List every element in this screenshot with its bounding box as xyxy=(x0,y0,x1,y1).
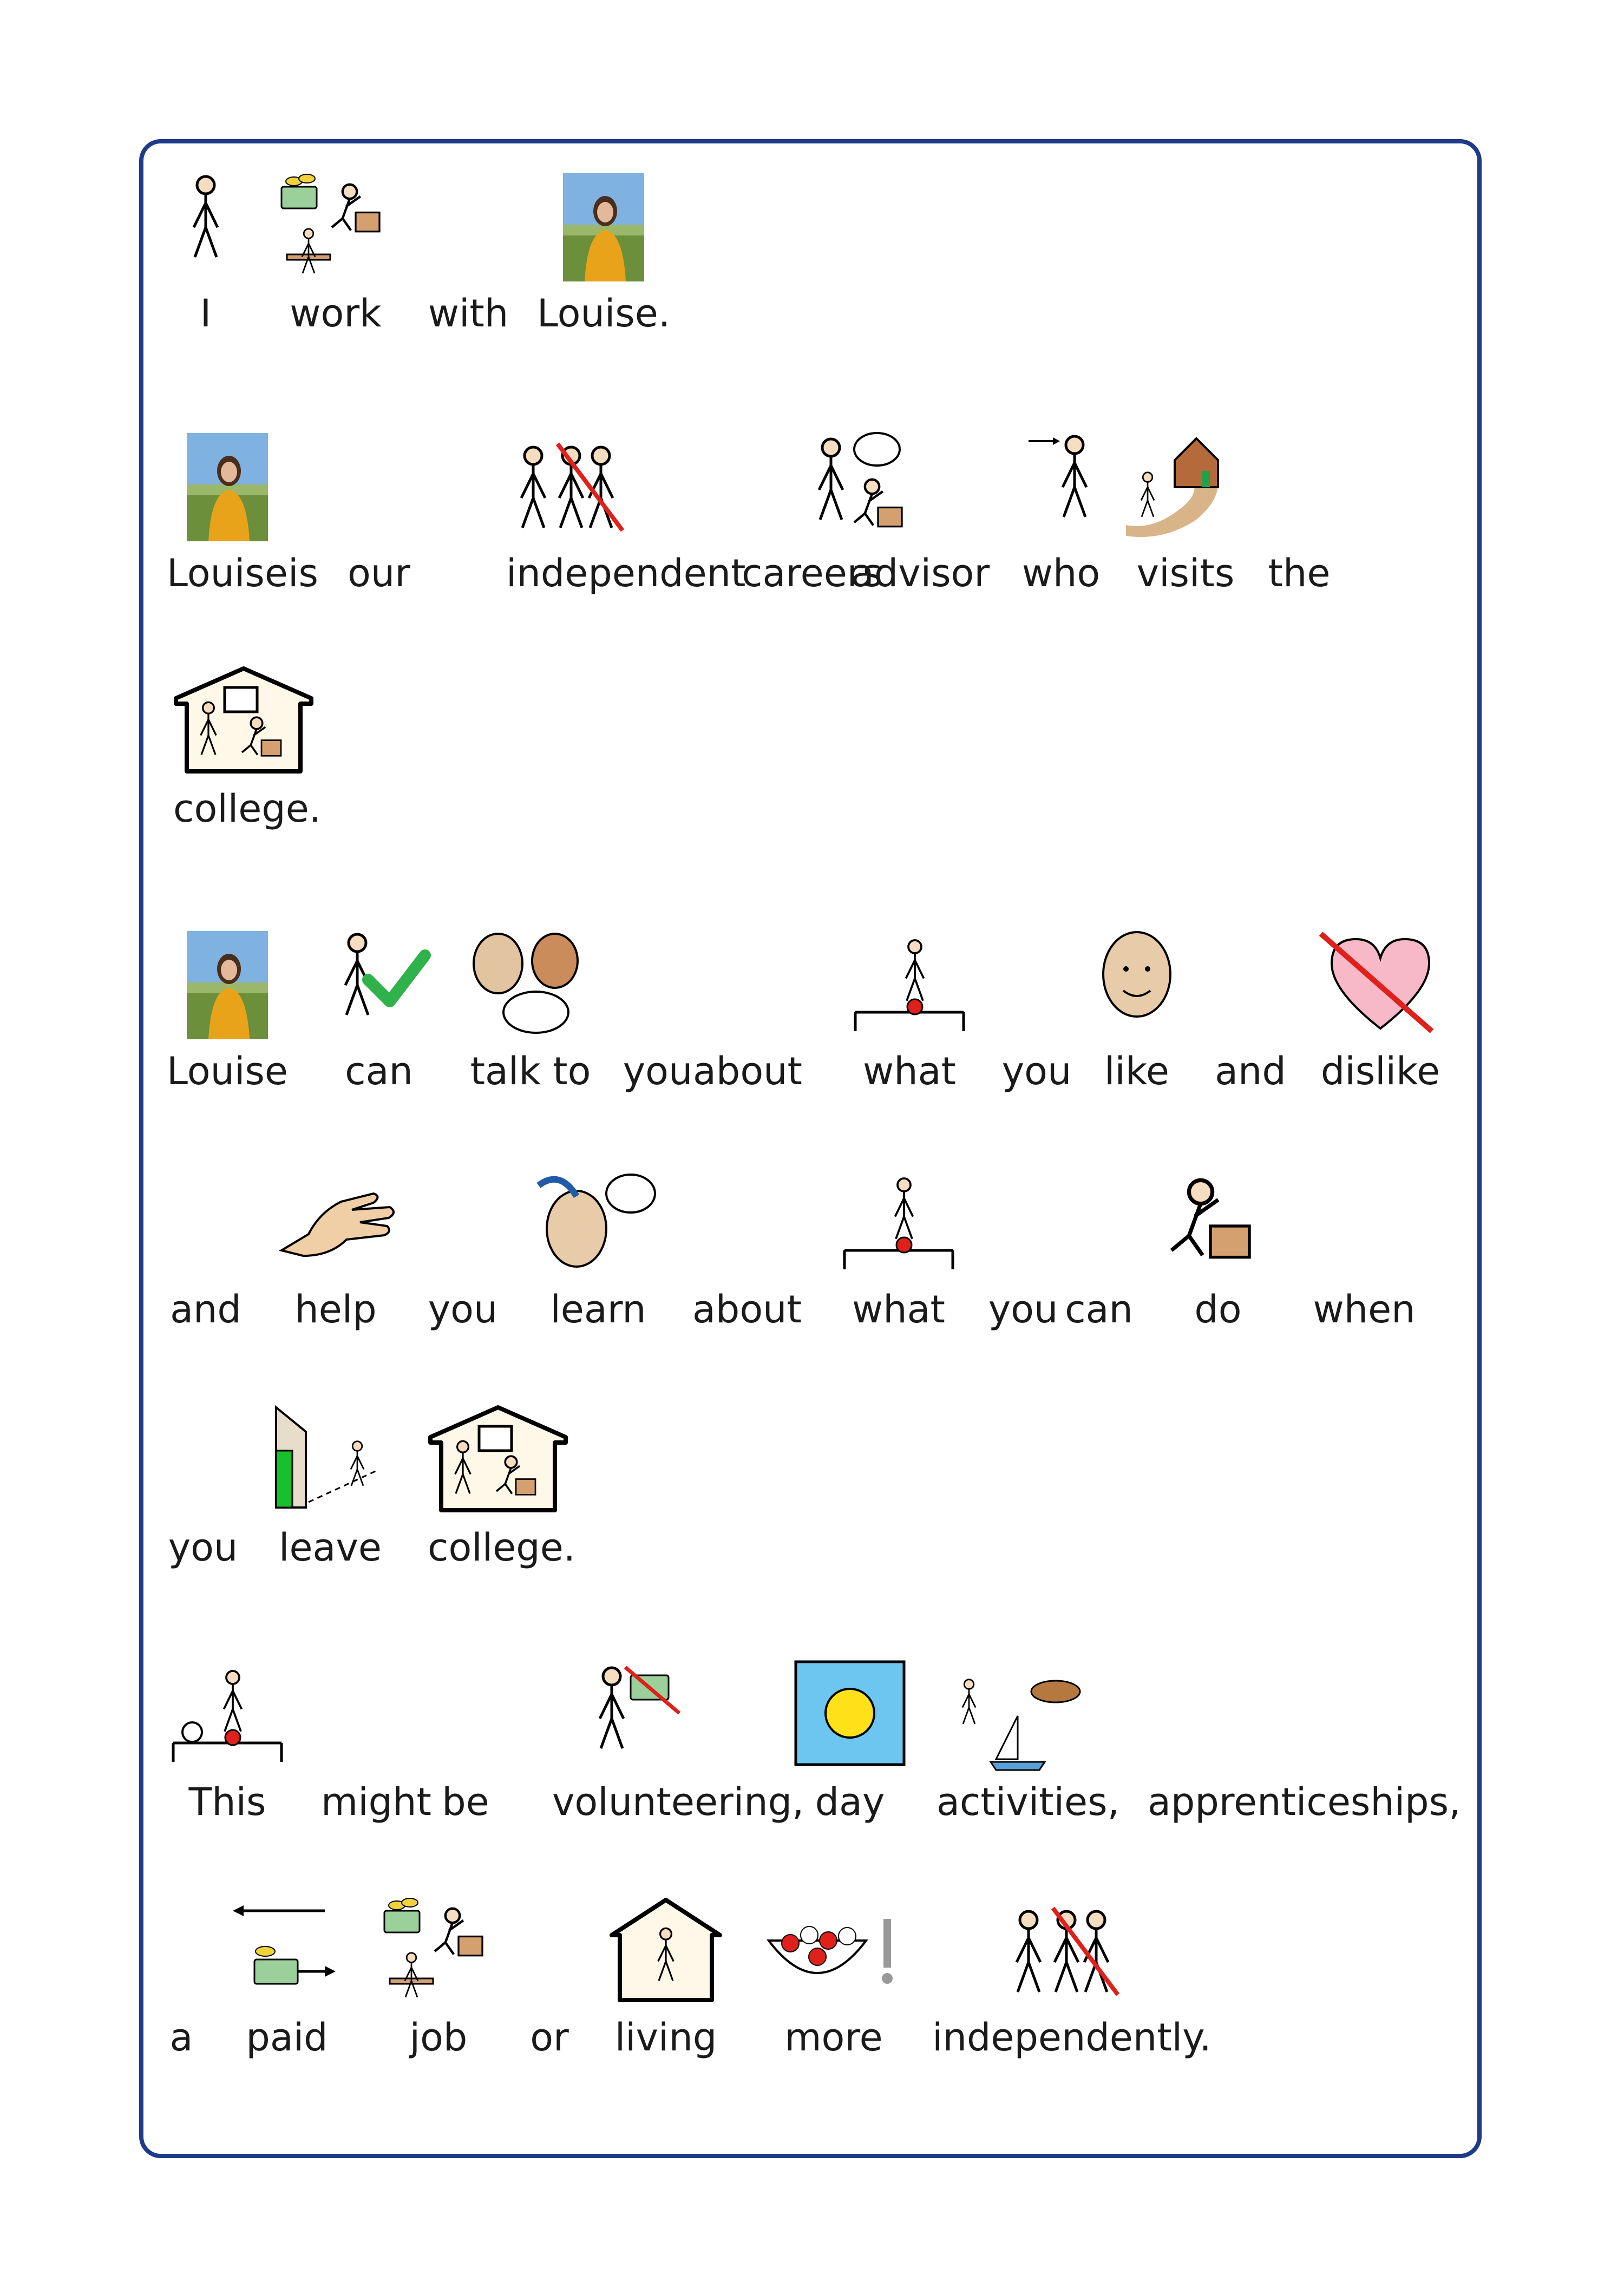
do-icon xyxy=(1148,1169,1288,1277)
independent-people-icon xyxy=(926,1897,1218,2005)
college-building-icon xyxy=(428,1407,568,1516)
photo-louise xyxy=(157,931,298,1039)
chat-bubble-icon xyxy=(850,433,991,541)
paid-icon xyxy=(217,1897,357,2005)
photo-louise xyxy=(157,433,298,541)
heart-crossed-icon xyxy=(1310,931,1451,1039)
day-sun-icon xyxy=(785,1662,915,1770)
talk-to-icon xyxy=(460,931,601,1039)
person-pointing-self-icon xyxy=(135,173,276,281)
activities-icon xyxy=(937,1662,1099,1770)
photo-louise xyxy=(533,173,674,281)
independent-people-icon xyxy=(506,433,647,541)
more-icon xyxy=(758,1897,909,2005)
help-hand-icon xyxy=(265,1169,406,1277)
visits-icon xyxy=(1121,433,1250,541)
can-tick-icon xyxy=(309,931,449,1039)
work-icon xyxy=(265,173,406,281)
living-house-icon xyxy=(595,1897,736,2005)
volunteering-icon xyxy=(552,1662,736,1770)
what-icon xyxy=(839,931,980,1039)
leave-icon xyxy=(265,1407,395,1516)
college-building-icon xyxy=(173,668,314,777)
learn-head-icon xyxy=(528,1169,669,1277)
work-icon xyxy=(368,1897,509,2005)
who-icon xyxy=(1001,433,1121,541)
this-icon xyxy=(157,1662,298,1770)
what-icon xyxy=(828,1169,969,1277)
you-face-icon xyxy=(1075,931,1199,1039)
